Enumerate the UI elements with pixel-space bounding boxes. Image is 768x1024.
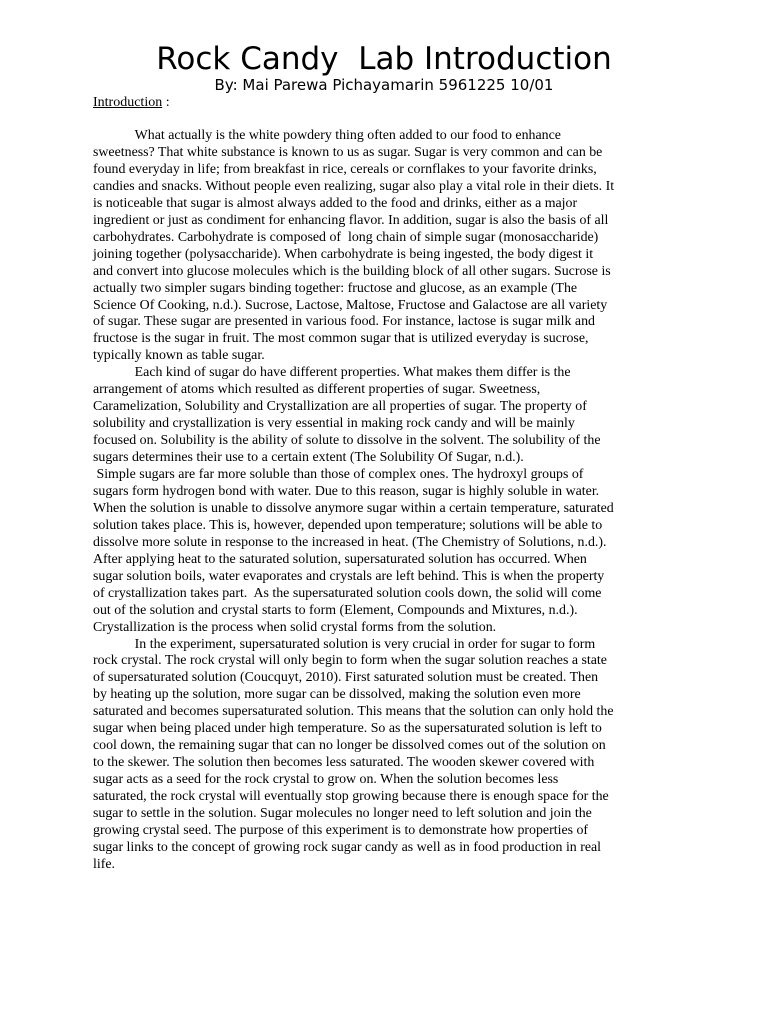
body-line: life. [93, 856, 115, 872]
body-line: joining together (polysaccharide). When carbohydrate is being ingested, the body digest it [93, 246, 594, 262]
body-line: of sugar. These sugar are presented in various food. For instance, lactose is sugar milk and [93, 314, 595, 330]
body-line: ingredient or just as condiment for enhancing flavor. In addition, sugar is also the basis of all [93, 212, 609, 228]
body-line: arrangement of atoms which resulted as different properties of sugar. Sweetness, [93, 382, 541, 398]
body-line: saturated and becomes supersaturated solution. This means that the solution can only hold the [93, 704, 614, 720]
section-heading [93, 94, 170, 111]
body-line: of supersaturated solution (Coucquyt, 2010). First saturated solution must be created. Then [93, 670, 599, 686]
body-line: sugar links to the concept of growing rock sugar candy as well as in food production in real [93, 839, 602, 855]
author-byline: By: Mai Parewa Pichayamarin 5961225 10/01 [214, 76, 554, 94]
body-line: sugar to settle in the solution. Sugar molecules no longer need to left solution and join the [93, 806, 592, 821]
body-line: typically known as table sugar. [93, 348, 265, 364]
body-line: is noticeable that sugar is almost always added to the food and drinks, either as a major [93, 195, 578, 211]
section-heading-suffix: : [162, 95, 170, 110]
body-line: Science Of Cooking, n.d.). Sucrose, Lactose, Maltose, Fructose and Galactose are all variety [93, 297, 608, 313]
body-line: focused on. Solubility is the ability of solute to dissolve in the solvent. The solubility of the [93, 433, 601, 449]
body-line: sweetness? That white substance is known to us as sugar. Sugar is very common and can be [93, 144, 603, 160]
body-line: Crystallization is the process when solid crystal forms from the solution. [93, 619, 497, 635]
body-line: out of the solution and crystal starts to form (Element, Compounds and Mixtures, n.d.). [93, 602, 578, 618]
body-line: Each kind of sugar do have different properties. What makes them differ is the [93, 365, 571, 381]
body-line: to the skewer. The solution then becomes less saturated. The wooden skewer covered with [93, 755, 595, 771]
body-line: dissolve more solute in response to the increased in heat. (The Chemistry of Solutions, n.d.). [93, 534, 607, 550]
body-line: sugar solution boils, water evaporates and crystals are left behind. This is when the property [93, 568, 605, 584]
body-line: sugars determines their use to a certain extent (The Solubility Of Sugar, n.d.). [93, 450, 524, 466]
body-line: sugar when being placed under high temperature. So as the supersaturated solution is left to [93, 721, 602, 737]
body-line: of crystallization takes part. As the supersaturated solution cools down, the solid will come [93, 585, 602, 601]
body-line: sugars form hydrogen bond with water. Due to this reason, sugar is highly soluble in water. [93, 483, 600, 499]
body-line: saturated, the rock crystal will eventually stop growing because there is enough space for the [93, 789, 609, 805]
section-heading-text: Introduction [93, 95, 163, 110]
body-line: In the experiment, supersaturated solution is very crucial in order for sugar to form [93, 636, 596, 652]
body-line: solubility and crystallization is very essential in making rock candy and will be mainly [93, 416, 575, 432]
body-line: When the solution is unable to dissolve anymore sugar within a certain temperature, saturated [93, 500, 614, 516]
body-line: by heating up the solution, more sugar can be dissolved, making the solution even more [93, 687, 581, 703]
body-line: Simple sugars are far more soluble than those of complex ones. The hydroxyl groups of [93, 467, 584, 482]
body-line: Caramelization, Solubility and Crystallization are all properties of sugar. The property of [93, 399, 587, 415]
body-line: rock crystal. The rock crystal will only begin to form when the sugar solution reaches a state [93, 653, 607, 669]
body-line: growing crystal seed. The purpose of this experiment is to demonstrate how properties of [93, 822, 589, 838]
body-line: carbohydrates. Carbohydrate is composed of long chain of simple sugar (monosaccharide) [93, 229, 599, 245]
body-line: actually two simpler sugars binding together: fructose and glucose, as an example (The [93, 280, 578, 296]
body-line: What actually is the white powdery thing often added to our food to enhance [93, 128, 561, 143]
body-line: fructose is the sugar in fruit. The most common sugar that is utilized everyday is sucrose, [93, 331, 589, 347]
document-title: Rock Candy Lab Introduction [156, 41, 612, 77]
body-line: After applying heat to the saturated solution, supersaturated solution has occurred. When [93, 551, 587, 567]
body-line: and convert into glucose molecules which is the building block of all other sugars. Sucrose is [93, 263, 611, 279]
body-line: candies and snacks. Without people even realizing, sugar also play a vital role in their diets. It [93, 178, 615, 194]
body-line: solution takes place. This is, however, depended upon temperature; solutions will be able to [93, 517, 603, 533]
body-line: sugar acts as a seed for the rock crystal to grow on. When the solution becomes less [93, 772, 559, 788]
body-line: found everyday in life; from breakfast in rice, cereals or cornflakes to your favorite drinks, [93, 161, 597, 177]
body-line: cool down, the remaining sugar that can no longer be dissolved comes out of the solution on [93, 738, 606, 754]
